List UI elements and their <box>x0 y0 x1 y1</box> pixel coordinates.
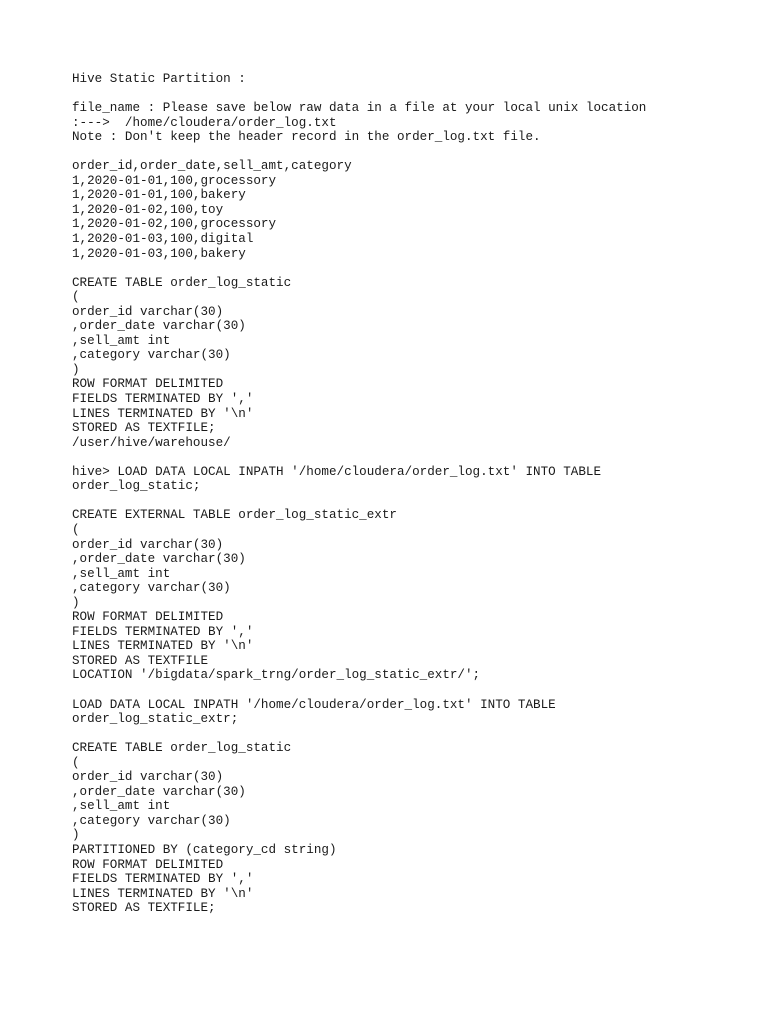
text-line: 1,2020-01-01,100,bakery <box>72 188 246 203</box>
text-section <box>72 72 752 87</box>
text-line: LINES TERMINATED BY '\n' <box>72 639 254 654</box>
blank-line <box>72 450 752 465</box>
text-line: STORED AS TEXTFILE <box>72 653 209 668</box>
text-line: :---> /home/cloudera/order_log.txt <box>72 115 337 130</box>
text-line: /user/hive/warehouse/ <box>72 435 231 450</box>
text-line: CREATE TABLE order_log_static <box>72 741 292 756</box>
text-line: file_name : Please save below raw data in a file at your local unix location <box>72 101 647 116</box>
text-line: ,order_date varchar(30) <box>72 552 246 567</box>
text-line: 1,2020-01-03,100,bakery <box>72 246 246 261</box>
text-line: Note : Don't keep the header record in the order_log.txt file. <box>72 130 541 145</box>
text-line: ,category varchar(30) <box>72 813 231 828</box>
text-line: ( <box>72 755 80 770</box>
text-section <box>72 508 752 683</box>
text-line: ( <box>72 290 80 305</box>
document-page <box>72 72 752 916</box>
text-line: 1,2020-01-01,100,grocessory <box>72 173 277 188</box>
text-line: CREATE EXTERNAL TABLE order_log_static_extr <box>72 508 397 523</box>
text-line: ROW FORMAT DELIMITED <box>72 610 224 625</box>
text-line: 1,2020-01-02,100,toy <box>72 202 224 217</box>
text-section <box>72 101 752 145</box>
text-line: ,category varchar(30) <box>72 581 231 596</box>
blank-line <box>72 683 752 698</box>
text-line: ROW FORMAT DELIMITED <box>72 857 224 872</box>
text-line: FIELDS TERMINATED BY ',' <box>72 392 254 407</box>
text-line: hive> LOAD DATA LOCAL INPATH '/home/cloudera/order_log.txt' INTO TABLE <box>72 464 602 479</box>
text-line: order_log_static; <box>72 479 201 494</box>
text-line: STORED AS TEXTFILE; <box>72 421 216 436</box>
text-line: ) <box>72 828 80 843</box>
text-line: ,order_date varchar(30) <box>72 319 246 334</box>
text-line: ( <box>72 522 80 537</box>
text-line: order_id,order_date,sell_amt,category <box>72 159 352 174</box>
text-section <box>72 465 752 494</box>
text-line: FIELDS TERMINATED BY ',' <box>72 624 254 639</box>
text-line: FIELDS TERMINATED BY ',' <box>72 872 254 887</box>
text-line: Hive Static Partition : <box>72 72 246 86</box>
blank-line <box>72 261 752 276</box>
text-line: ) <box>72 595 80 610</box>
text-section <box>72 741 752 916</box>
text-line: ,sell_amt int <box>72 799 171 814</box>
text-line: ) <box>72 362 80 377</box>
text-line: ,sell_amt int <box>72 566 171 581</box>
text-line: ,order_date varchar(30) <box>72 784 246 799</box>
text-section <box>72 698 752 727</box>
blank-line <box>72 727 752 742</box>
text-line: LOAD DATA LOCAL INPATH '/home/cloudera/order_log.txt' INTO TABLE <box>72 697 556 712</box>
blank-line <box>72 494 752 509</box>
text-line: PARTITIONED BY (category_cd string) <box>72 842 337 857</box>
text-line: LINES TERMINATED BY '\n' <box>72 406 254 421</box>
blank-line <box>72 145 752 160</box>
text-line: CREATE TABLE order_log_static <box>72 275 292 290</box>
text-line: order_log_static_extr; <box>72 712 239 727</box>
text-line: 1,2020-01-03,100,digital <box>72 232 254 247</box>
text-line: ,sell_amt int <box>72 333 171 348</box>
text-line: ROW FORMAT DELIMITED <box>72 377 224 392</box>
text-section <box>72 276 752 451</box>
text-line: STORED AS TEXTFILE; <box>72 901 216 916</box>
text-section <box>72 159 752 261</box>
blank-line <box>72 87 752 102</box>
text-line: LINES TERMINATED BY '\n' <box>72 886 254 901</box>
text-line: order_id varchar(30) <box>72 770 224 785</box>
text-line: LOCATION '/bigdata/spark_trng/order_log_static_extr/'; <box>72 668 481 683</box>
text-line: order_id varchar(30) <box>72 304 224 319</box>
text-line: ,category varchar(30) <box>72 348 231 363</box>
text-line: order_id varchar(30) <box>72 537 224 552</box>
text-line: 1,2020-01-02,100,grocessory <box>72 217 277 232</box>
